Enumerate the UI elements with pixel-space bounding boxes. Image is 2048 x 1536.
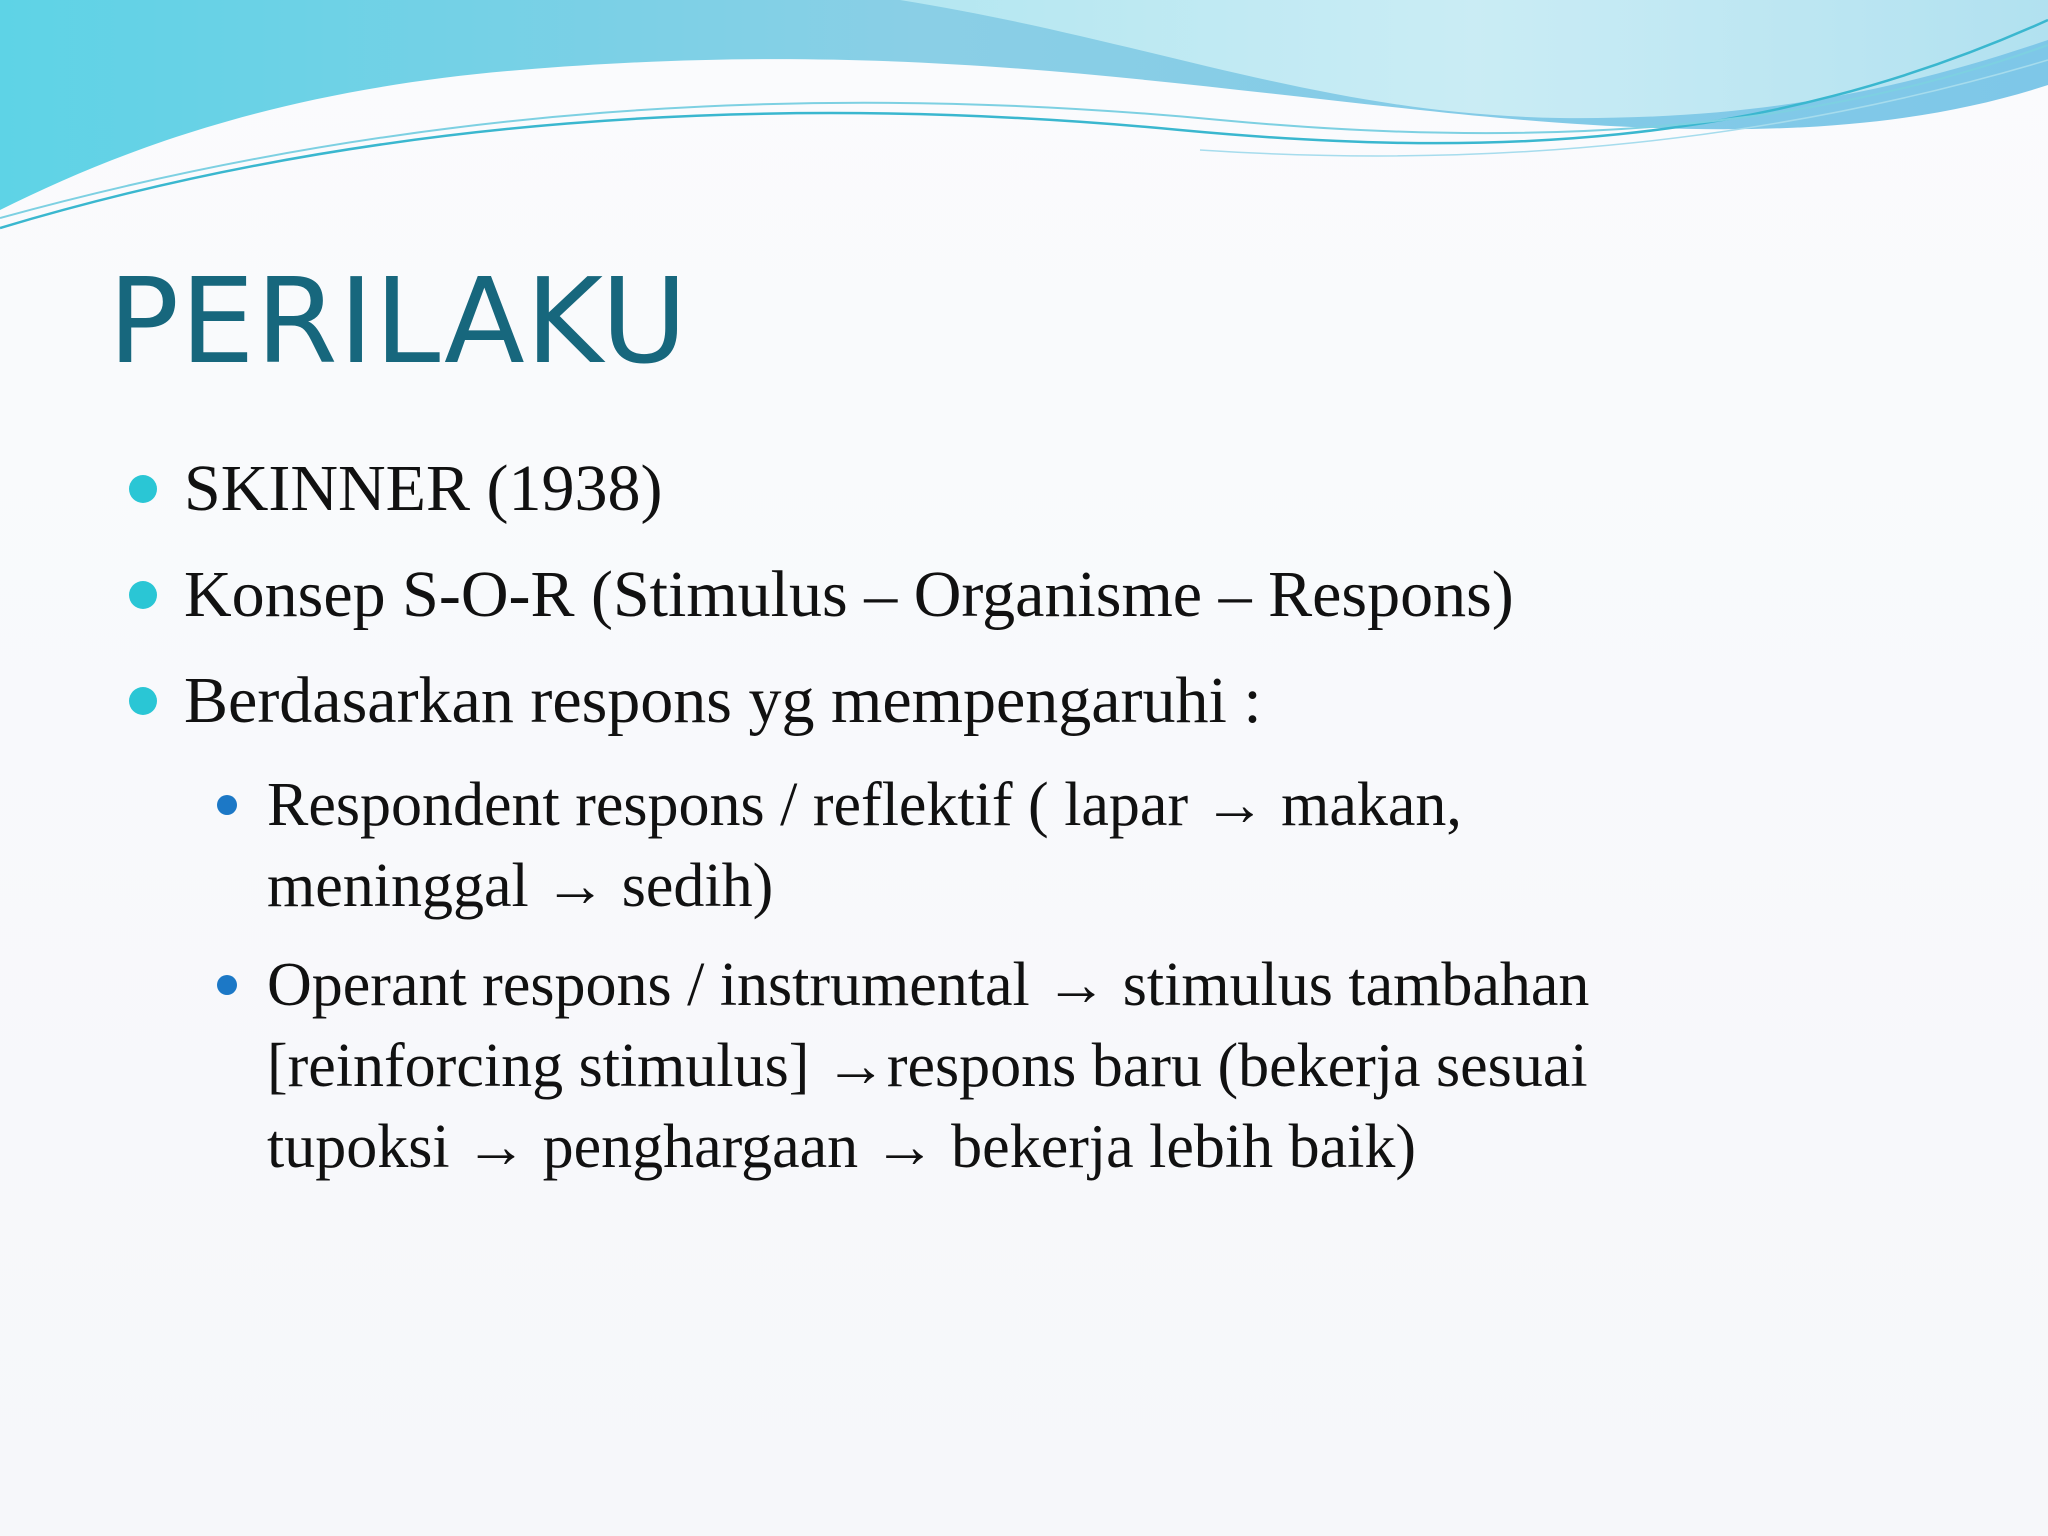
sub-bullet-operant-line-3: tupoksi → penghargaan → bekerja lebih baik) (267, 1113, 1416, 1181)
sub-bullet-dot-icon (217, 975, 237, 995)
sub-bullet-respondent-line-1: Respondent respons / reflektif ( lapar → makan, (267, 771, 1462, 839)
bullet-dot-icon (129, 687, 157, 715)
sub-bullet-operant-line-1: Operant respons / instrumental → stimulus tambahan (267, 951, 1590, 1019)
bullet-item-konsep-sor: Konsep S-O-R (Stimulus – Organisme – Respons) (184, 558, 1514, 631)
bullet-dot-icon (129, 475, 157, 503)
sub-bullet-dot-icon (217, 795, 237, 815)
bullet-item-berdasarkan: Berdasarkan respons yg mempengaruhi : (184, 664, 1262, 737)
bullet-item-skinner: SKINNER (1938) (184, 452, 663, 525)
sub-bullet-respondent-line-2: meninggal → sedih) (267, 852, 774, 920)
sub-bullet-operant-line-2: [reinforcing stimulus] →respons baru (bekerja sesuai (267, 1032, 1588, 1100)
slide-title: PERILAKU (108, 252, 689, 390)
bullet-dot-icon (129, 581, 157, 609)
